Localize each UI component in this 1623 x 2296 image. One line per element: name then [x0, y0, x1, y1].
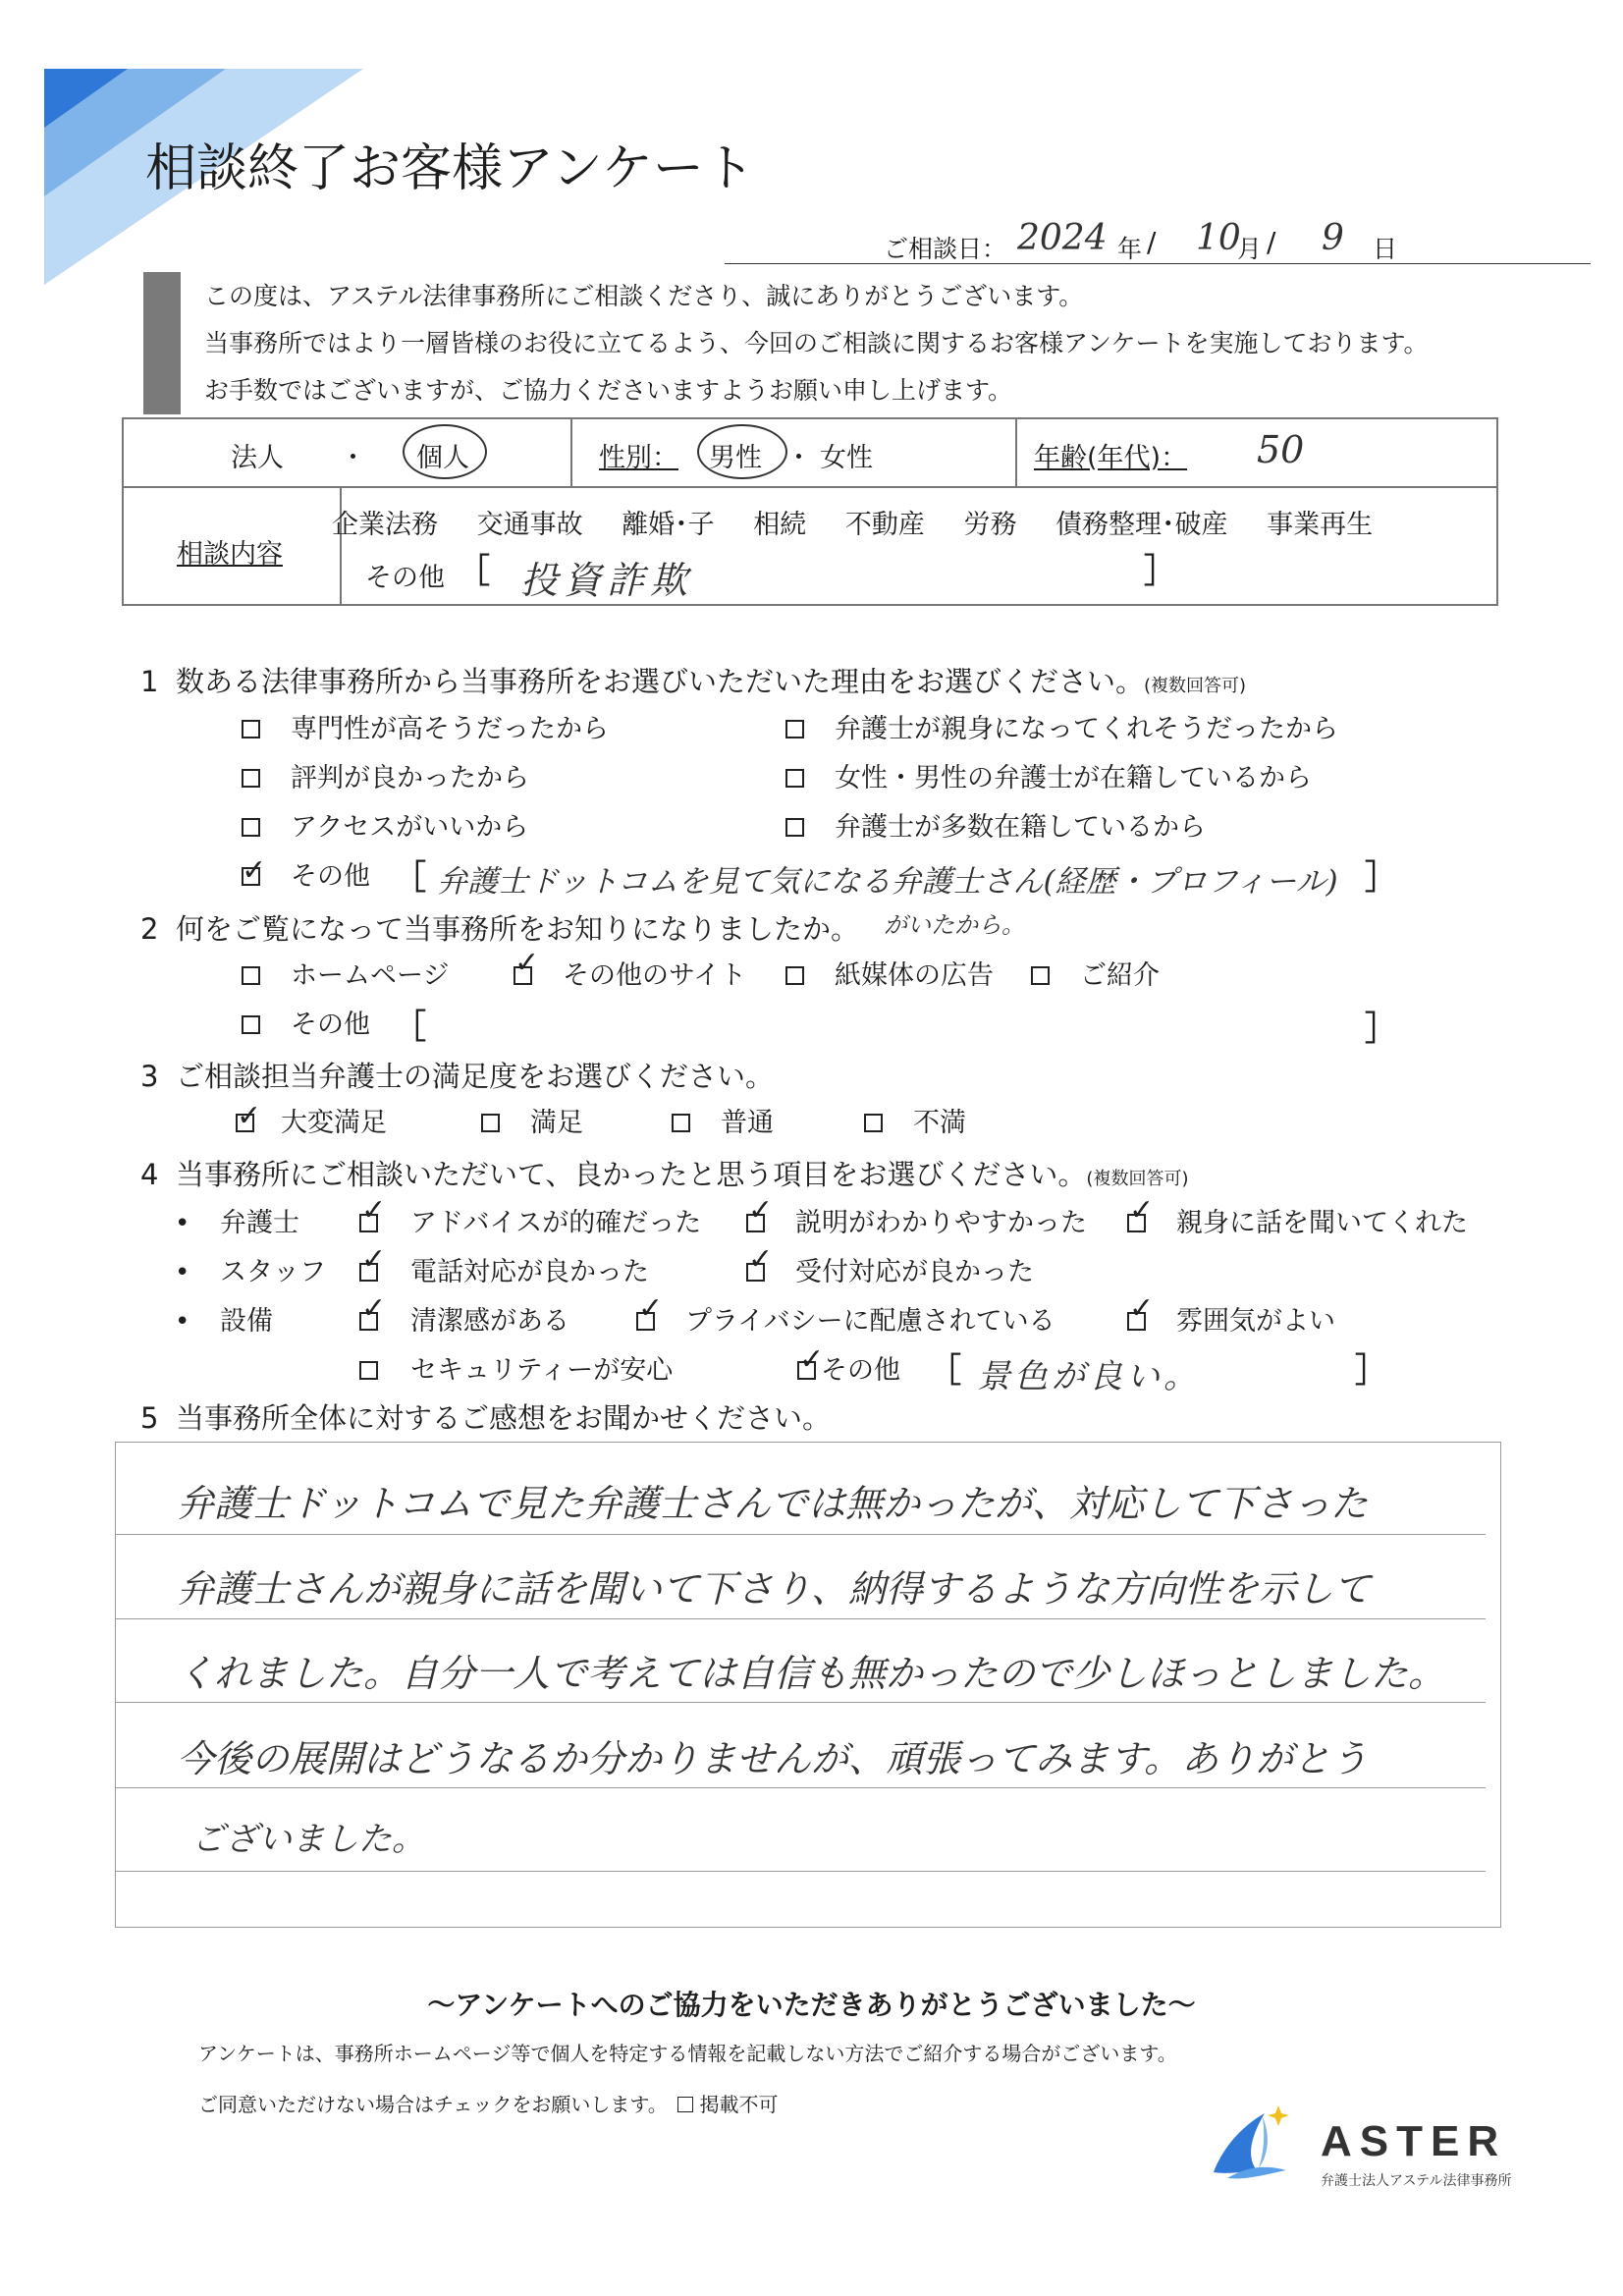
- q4-option: 受付対応が良かった: [795, 1257, 1034, 1287]
- q2-option: 紙媒体の広告: [835, 960, 994, 991]
- q4-option: プライバシーに配慮されている: [685, 1306, 1055, 1337]
- q4-category: 設備: [220, 1306, 273, 1337]
- category-item: 労務: [963, 510, 1017, 540]
- consultation-other-value: 投資詐欺: [520, 559, 694, 602]
- category-item: 事業再生: [1267, 510, 1374, 540]
- entity-kojin: 個人: [416, 443, 469, 473]
- category-item: 離婚･子: [622, 510, 715, 540]
- intro-bar: [143, 272, 181, 414]
- consultation-date: ご相談日： 2024 年 / 10 月 / 9 日: [725, 218, 1591, 264]
- check-mark-icon: ✓: [1129, 1291, 1155, 1326]
- q2-other-label: その他: [291, 1010, 370, 1040]
- q4-option: 説明がわかりやすかった: [795, 1208, 1087, 1238]
- q1-option: 弁護士が親身になってくれそうだったから: [835, 714, 1338, 744]
- entity-sep: ・: [340, 443, 366, 473]
- gender-male: 男性: [709, 443, 762, 473]
- consultation-categories: [332, 509, 1373, 542]
- question-4: 4 当事務所にご相談いただいて、良かったと思う項目をお選びください。(複数回答可): [140, 1158, 1189, 1191]
- q4-option: 親身に話を聞いてくれた: [1176, 1208, 1468, 1238]
- optout-checkbox[interactable]: [677, 2097, 693, 2112]
- q4-category: 弁護士: [220, 1208, 299, 1238]
- q1-checkbox[interactable]: [785, 818, 804, 837]
- date-year: 2024: [1017, 218, 1108, 258]
- entity-circle: [403, 424, 487, 479]
- brand-name: ASTER: [1321, 2117, 1507, 2165]
- question-3: 3 ご相談担当弁護士の満足度をお選びください。: [140, 1060, 775, 1093]
- aster-logo-icon: [1206, 2102, 1294, 2190]
- bullet: •: [175, 1209, 190, 1238]
- q2-checkbox[interactable]: [242, 966, 260, 985]
- q1-option: 専門性が高そうだったから: [291, 714, 609, 744]
- comment-line: くれました。自分一人で考えては自信も無かったので少しほっとしました。: [177, 1652, 1446, 1695]
- brand-subtitle: 弁護士法人アステル法律事務所: [1321, 2173, 1512, 2189]
- bullet: •: [175, 1258, 190, 1287]
- q3-option: 大変満足: [281, 1108, 387, 1138]
- consultation-label: 相談内容: [177, 539, 283, 570]
- category-item: 企業法務: [332, 510, 438, 540]
- check-mark-icon: ✓: [748, 1193, 774, 1228]
- check-mark-icon: ✓: [361, 1242, 387, 1277]
- q1-other-value-cont: がいたから。: [884, 911, 1025, 939]
- question-1: 1 数ある法律事務所から当事務所をお選びいただいた理由をお選びください。(複数回答可): [140, 665, 1247, 698]
- comment-line: 弁護士さんが親身に話を聞いて下さり、納得するような方向性を示して: [177, 1567, 1372, 1611]
- check-mark-icon: ✓: [361, 1193, 387, 1228]
- q4-other-value: 景色が良い。: [977, 1357, 1201, 1396]
- q4-option: セキュリティーが安心: [410, 1355, 674, 1386]
- page-title: 相談終了お客様アンケート: [145, 139, 755, 198]
- q1-option: 評判が良かったから: [291, 763, 529, 793]
- q1-option: 弁護士が多数在籍しているから: [835, 812, 1206, 843]
- entity-hojin: 法人: [231, 443, 284, 473]
- q4-checkbox[interactable]: [359, 1361, 378, 1380]
- gender-label: 性別：: [599, 443, 678, 473]
- check-mark-icon: ✓: [514, 946, 540, 980]
- q1-option: アクセスがいいから: [291, 812, 529, 843]
- gender-circle: [697, 424, 787, 479]
- q2-checkbox[interactable]: [1031, 966, 1050, 985]
- check-mark-icon: ✓: [237, 1099, 262, 1133]
- footer-note-1: アンケートは、事務所ホームページ等で個人を特定する情報を記載しない方法でご紹介する場合がございます。: [198, 2042, 1177, 2065]
- category-item: 債務整理･破産: [1055, 510, 1228, 540]
- year-unit: 年: [1117, 235, 1143, 263]
- q1-other-value: 弁護士ドットコムを見て気になる弁護士さん(経歴・プロフィール): [437, 864, 1338, 900]
- q4-category: スタッフ: [220, 1257, 326, 1287]
- q1-option: 女性・男性の弁護士が在籍しているから: [835, 763, 1312, 793]
- question-2: 2 何をご覧になって当事務所をお知りになりましたか。: [140, 912, 860, 946]
- month-unit: 月: [1237, 235, 1263, 263]
- intro-line: お手数ではございますが、ご協力くださいますようお願い申し上げます。: [204, 376, 1013, 405]
- optout-label: 掲載不可: [699, 2093, 779, 2116]
- q1-checkbox[interactable]: [785, 769, 804, 788]
- day-unit: 日: [1373, 235, 1398, 263]
- q3-option: 不満: [913, 1108, 966, 1138]
- footer-note-2: ご同意いただけない場合はチェックをお願いします。 掲載不可: [198, 2093, 779, 2116]
- q2-checkbox[interactable]: [785, 966, 804, 985]
- q4-option: 雰囲気がよい: [1176, 1306, 1335, 1337]
- q3-checkbox[interactable]: [481, 1114, 500, 1132]
- gender-female: 女性: [820, 443, 873, 473]
- consultation-other-label: その他: [365, 563, 445, 593]
- q1-checkbox[interactable]: [242, 720, 260, 738]
- date-label: ご相談日：: [884, 235, 1007, 263]
- age-value: 50: [1257, 428, 1305, 471]
- q3-checkbox[interactable]: [864, 1114, 883, 1132]
- q4-other-label: その他: [821, 1355, 900, 1386]
- q2-option: ホームページ: [291, 960, 450, 991]
- q4-option: 清潔感がある: [410, 1306, 569, 1337]
- category-item: 交通事故: [476, 510, 583, 540]
- q1-other-label: その他: [291, 861, 370, 892]
- category-item: 相続: [753, 510, 807, 540]
- q3-checkbox[interactable]: [672, 1114, 690, 1132]
- comment-line: 今後の展開はどうなるか分かりませんが、頑張ってみます。ありがとう: [177, 1737, 1368, 1780]
- thanks-message: ～アンケートへのご協力をいただきありがとうございました～: [427, 1989, 1196, 2021]
- category-item: 不動産: [844, 510, 925, 540]
- comment-line: 弁護士ドットコムで見た弁護士さんでは無かったが、対応して下さった: [177, 1482, 1368, 1525]
- age-label: 年齢(年代)：: [1034, 443, 1188, 473]
- check-mark-icon: ✓: [799, 1342, 825, 1377]
- intro-line: 当事務所ではより一層皆様のお役に立てるよう、今回のご相談に関するお客様アンケートを実施しております。: [204, 329, 1429, 357]
- bullet: •: [175, 1307, 190, 1337]
- date-day: 9: [1322, 218, 1344, 258]
- comment-line: ございました。: [191, 1820, 425, 1859]
- gender-sep: ・: [785, 443, 812, 473]
- check-mark-icon: ✓: [748, 1242, 774, 1277]
- q4-option: 電話対応が良かった: [410, 1257, 649, 1287]
- date-month: 10: [1196, 218, 1241, 258]
- question-5: 5 当事務所全体に対するご感想をお聞かせください。: [140, 1401, 832, 1435]
- q2-other-checkbox[interactable]: [242, 1015, 260, 1034]
- check-mark-icon: ✓: [1129, 1193, 1155, 1228]
- q1-checkbox[interactable]: [785, 720, 804, 738]
- q4-option: アドバイスが的確だった: [410, 1208, 702, 1238]
- q1-checkbox[interactable]: [242, 769, 260, 788]
- check-mark-icon: ✓: [638, 1291, 664, 1326]
- intro-line: この度は、アステル法律事務所にご相談くださり、誠にありがとうございます。: [204, 282, 1084, 310]
- q2-option: その他のサイト: [563, 960, 747, 991]
- q3-option: 普通: [721, 1108, 774, 1138]
- q2-option: ご紹介: [1080, 960, 1160, 991]
- q1-checkbox[interactable]: [242, 818, 260, 837]
- q3-option: 満足: [530, 1108, 583, 1138]
- check-mark-icon: ✓: [242, 853, 267, 888]
- check-mark-icon: ✓: [361, 1291, 387, 1326]
- intro-text: [204, 273, 1429, 414]
